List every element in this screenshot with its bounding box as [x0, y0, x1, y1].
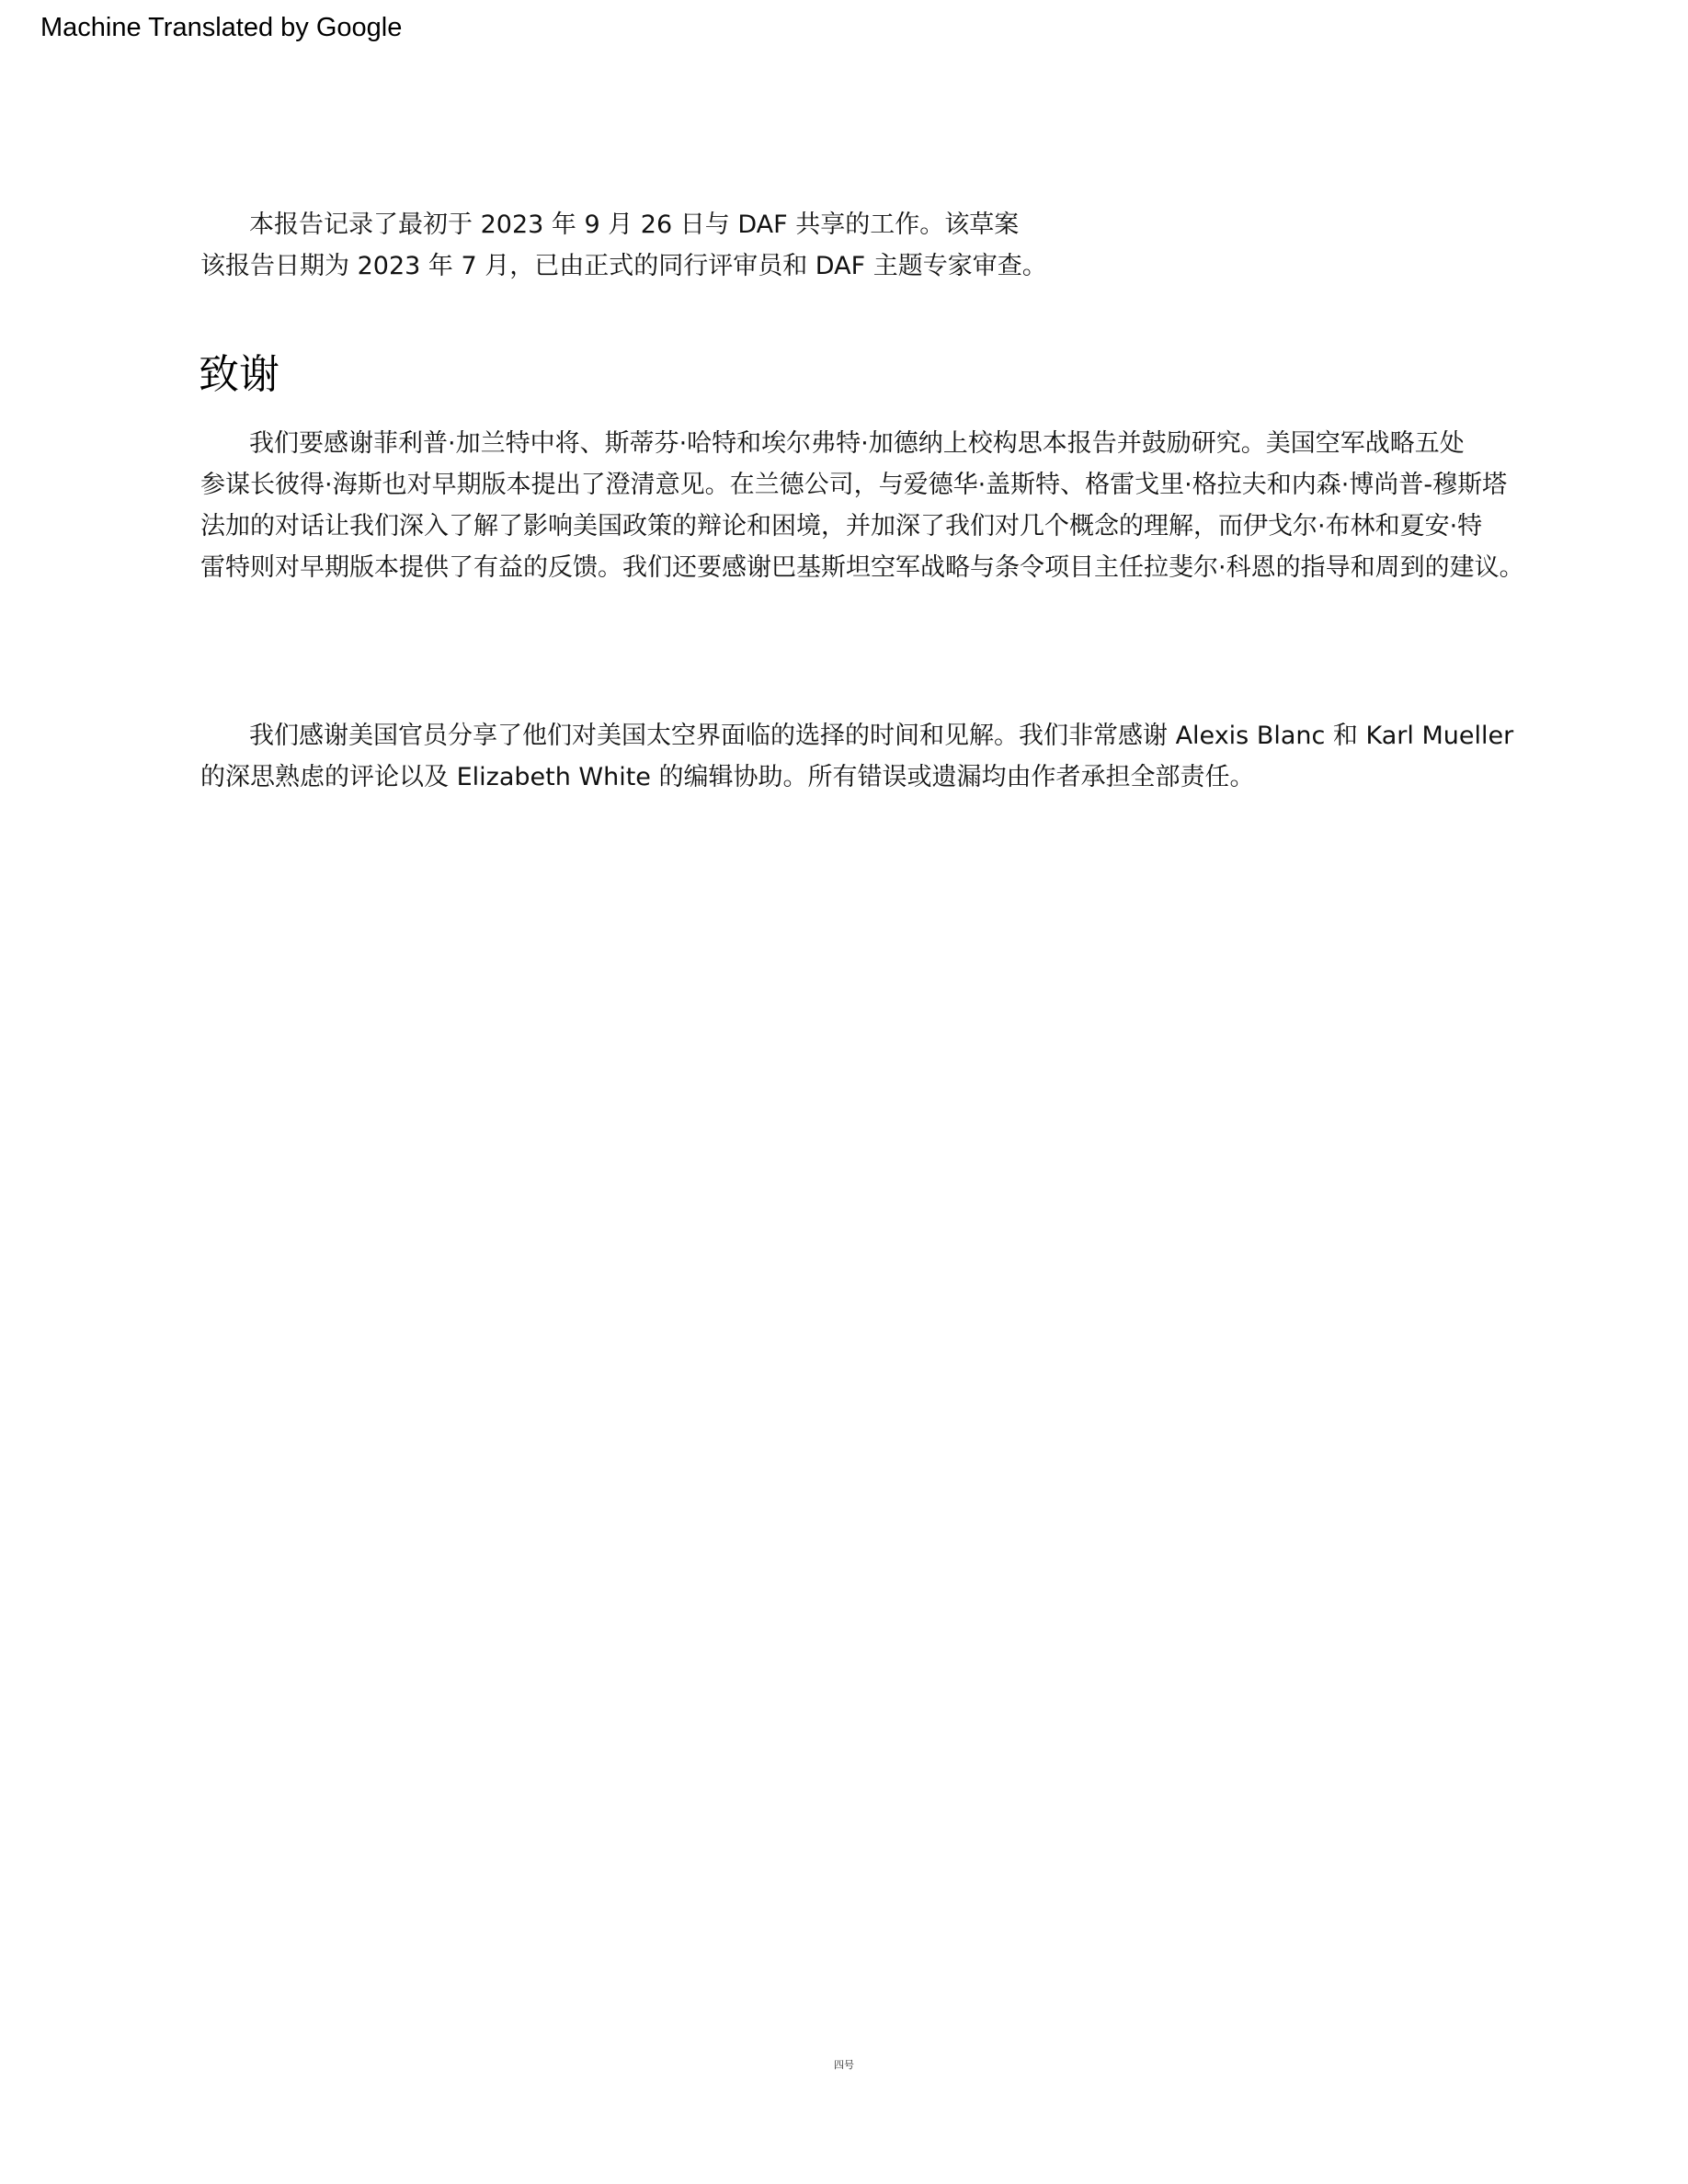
acknowledgments-heading: 致谢 — [199, 351, 279, 398]
ack-paragraph-2-line-1: 我们感谢美国官员分享了他们对美国太空界面临的选择的时间和见解。我们非常感谢 Alexis Blanc 和 Karl Mueller — [249, 722, 1514, 750]
ack-paragraph-1-line-4: 雷特则对早期版本提供了有益的反馈。我们还要感谢巴基斯坦空军战略与条令项目主任拉斐尔·科恩的指导和周到的建议。 — [200, 553, 1524, 582]
ack-paragraph-1-line-1: 我们要感谢菲利普·加兰特中将、斯蒂芬·哈特和埃尔弗特·加德纳上校构思本报告并鼓励研究。美国空军战略五处 — [249, 429, 1465, 458]
ack-paragraph-2-line-2: 的深思熟虑的评论以及 Elizabeth White 的编辑协助。所有错误或遗漏均由作者承担全部责任。 — [200, 763, 1255, 791]
machine-translation-banner: Machine Translated by Google — [40, 13, 403, 42]
ack-paragraph-1-line-3: 法加的对话让我们深入了解了影响美国政策的辩论和困境，并加深了我们对几个概念的理解，而伊戈尔·布林和夏安·特 — [200, 512, 1483, 540]
intro-line-1: 本报告记录了最初于 2023 年 9 月 26 日与 DAF 共享的工作。该草案 — [249, 210, 1020, 239]
intro-line-2: 该报告日期为 2023 年 7 月，已由正式的同行评审员和 DAF 主题专家审查。 — [200, 252, 1047, 280]
ack-paragraph-1-line-2: 参谋长彼得·海斯也对早期版本提出了澄清意见。在兰德公司，与爱德华·盖斯特、格雷戈里·格拉夫和内森·博尚普-穆斯塔 — [200, 471, 1508, 499]
page-number: 四号 — [834, 2059, 854, 2071]
